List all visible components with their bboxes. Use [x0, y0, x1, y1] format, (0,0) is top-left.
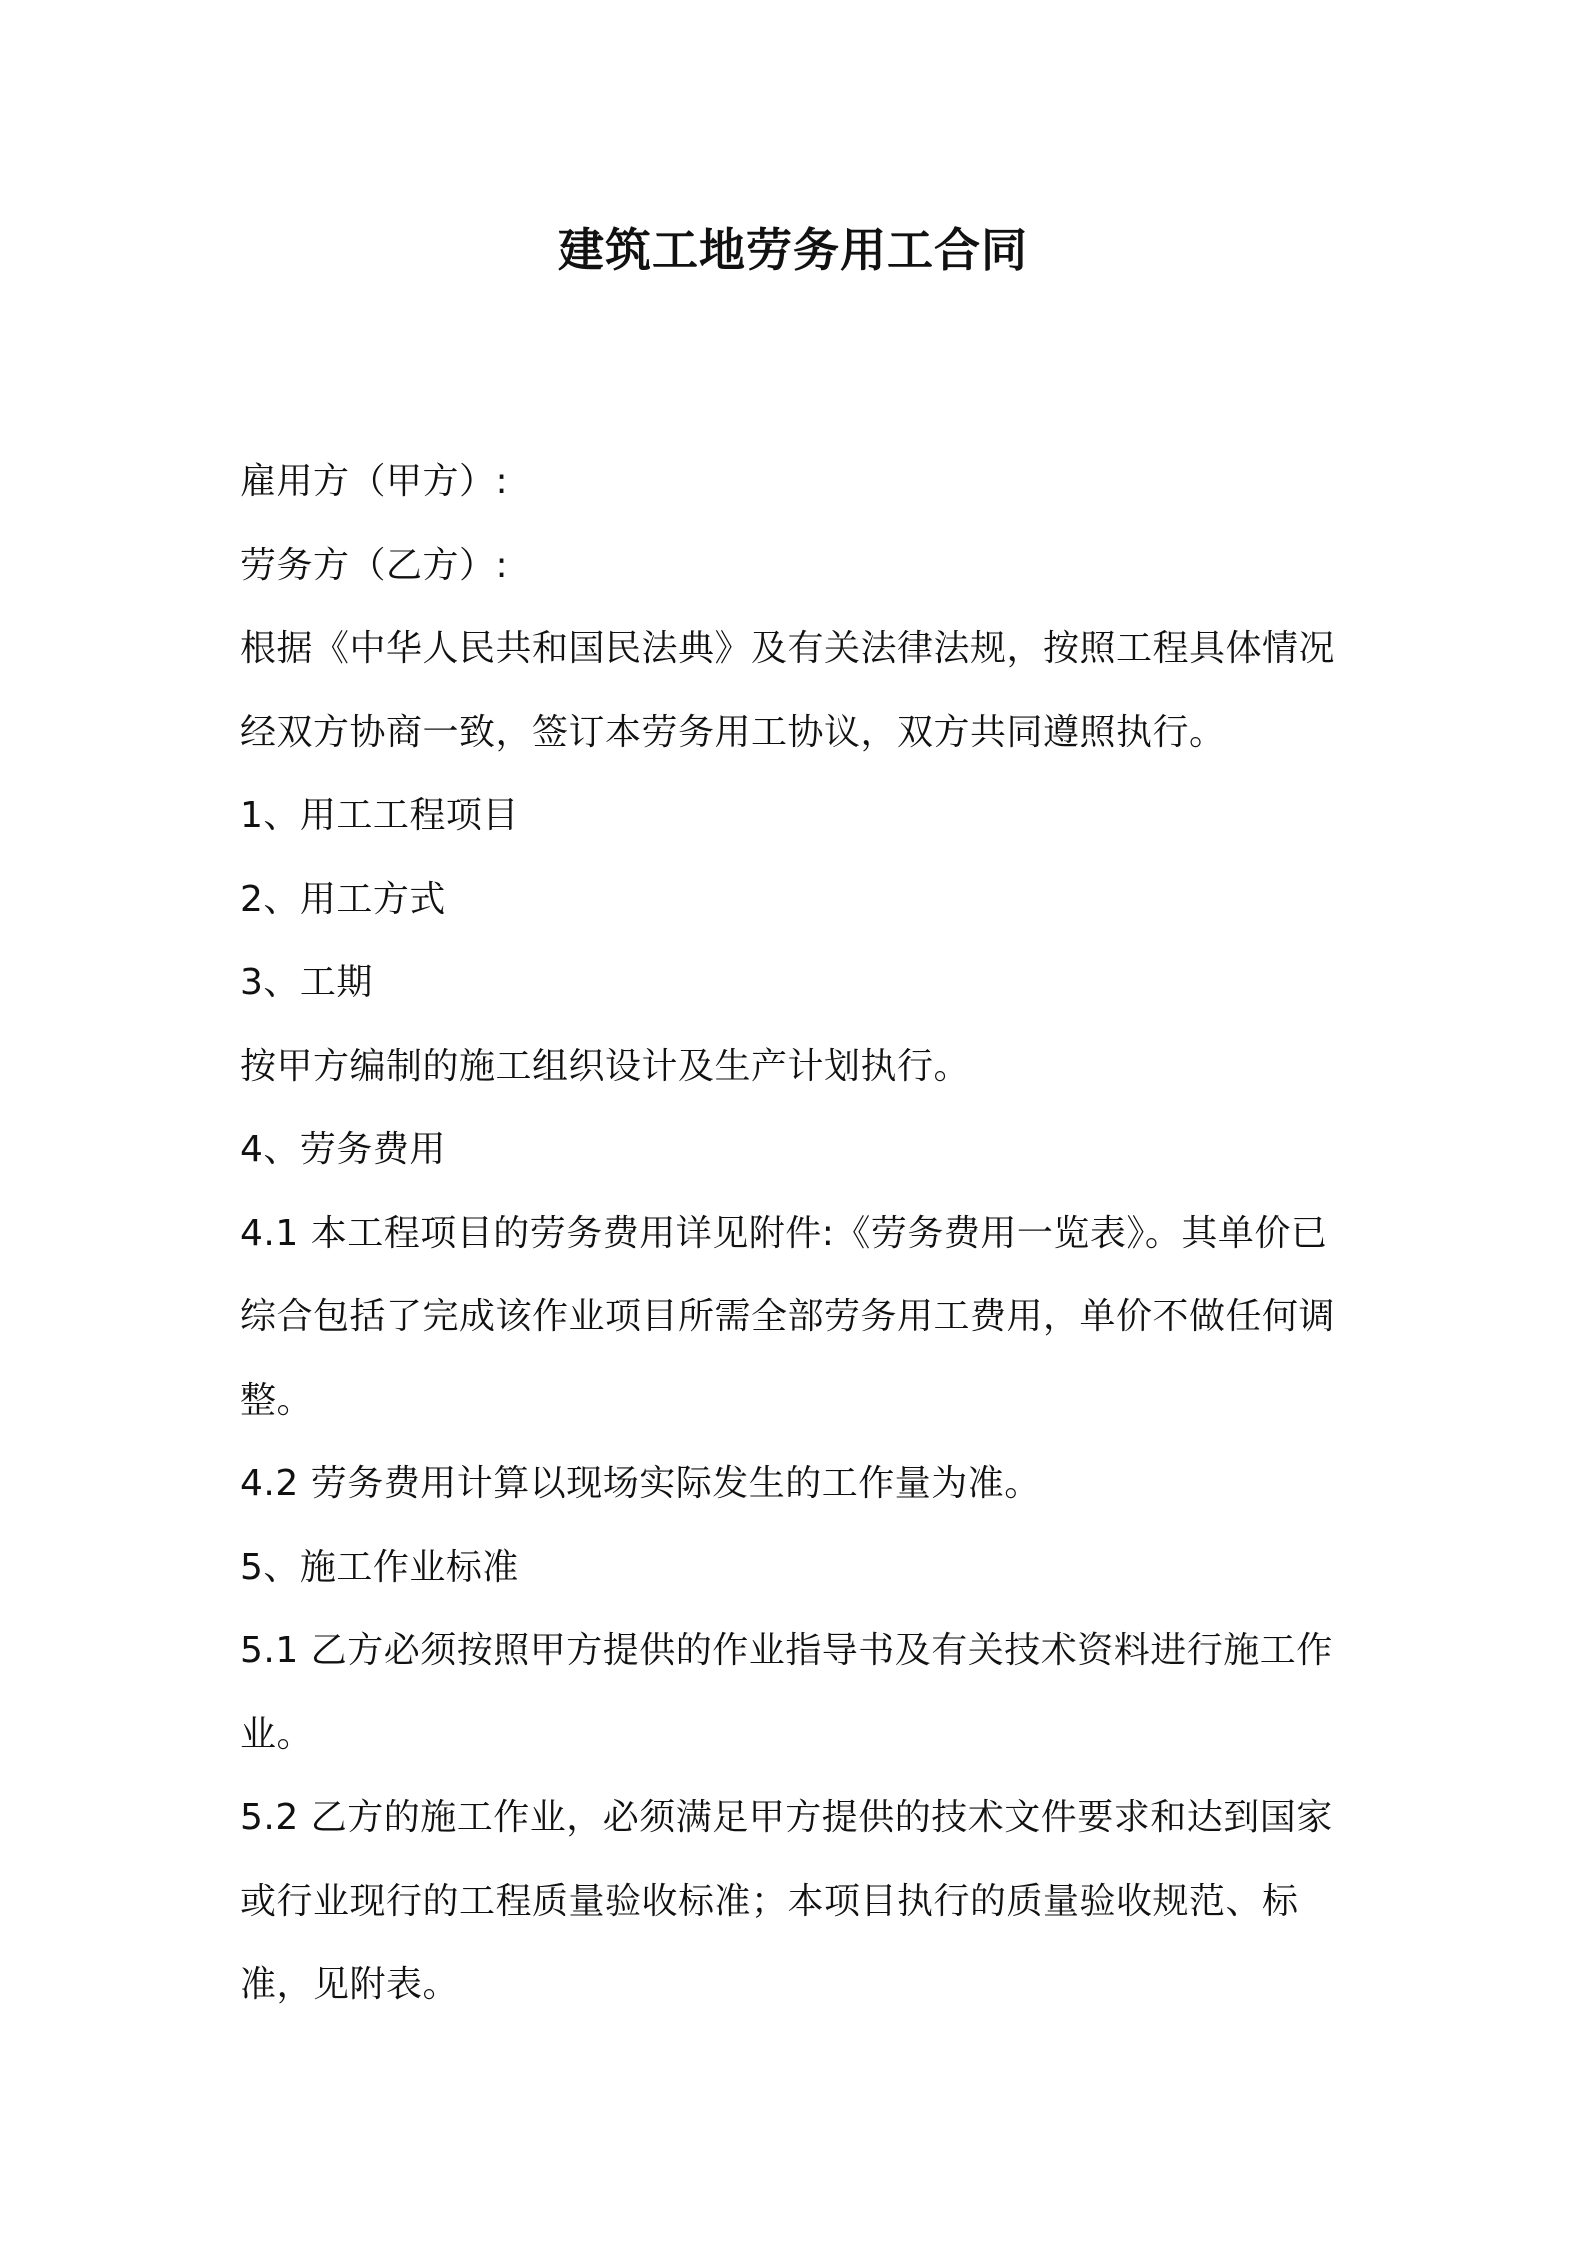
preamble-paragraph: 根据《中华人民共和国民法典》及有关法律法规，按照工程具体情况经双方协商一致，签订本劳务用工协议，双方共同遵照执行。	[240, 628, 1336, 753]
party-a-line: 雇用方（甲方）:	[240, 461, 509, 502]
clause-4-1: 4.1 本工程项目的劳务费用详见附件:《劳务费用一览表》。其单价已综合包括了完成该作业项目所需全部劳务用工费用，单价不做任何调整。	[240, 1212, 1336, 1421]
document-title: 建筑工地劳务用工合同	[558, 223, 1028, 277]
clause-5-2: 5.2 乙方的施工作业，必须满足甲方提供的技术文件要求和达到国家或行业现行的工程质量验收标准；本项目执行的质量验收规范、标准，见附表。	[240, 1797, 1333, 2005]
party-b-line: 劳务方（乙方）:	[240, 544, 509, 586]
section-heading-5: 5、施工作业标准	[240, 1546, 519, 1588]
clause-5-1: 5.1 乙方必须按照甲方提供的作业指导书及有关技术资料进行施工作业。	[240, 1630, 1333, 1755]
section-heading-2: 2、用工方式	[240, 878, 446, 920]
section-heading-1: 1、用工工程项目	[240, 795, 519, 836]
clause-4-2: 4.2 劳务费用计算以现场实际发生的工作量为准。	[240, 1463, 1041, 1504]
section-heading-3: 3、工期	[240, 962, 373, 1003]
section-3-text: 按甲方编制的施工组织设计及生产计划执行。	[240, 1045, 971, 1087]
section-heading-4: 4、劳务费用	[240, 1129, 446, 1170]
document-body	[240, 440, 1360, 2027]
